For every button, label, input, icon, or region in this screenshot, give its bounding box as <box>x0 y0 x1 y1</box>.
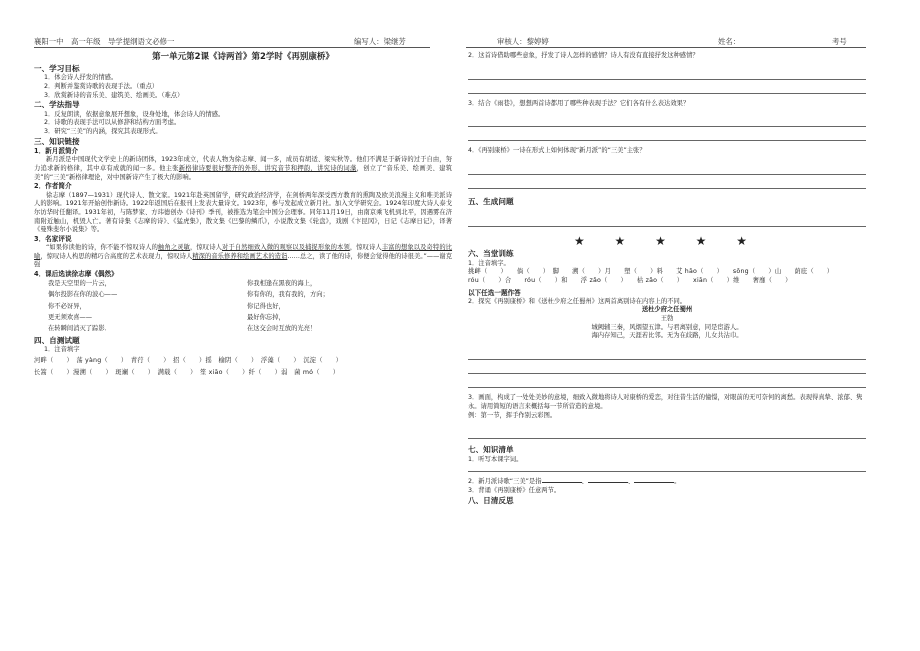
section-checklist: 七、知识清单 <box>468 445 514 455</box>
blank-field[interactable] <box>634 475 674 483</box>
checklist-2-text: 2．新月派诗歌“三美”是指 <box>468 478 542 486</box>
poem-line: 海内存知己，天涯若比邻。无为在歧路，儿女共沾巾。 <box>591 332 743 340</box>
blank-field[interactable] <box>542 475 582 483</box>
method-item: 3．研究“三美”的内涵，探究其表现形式。 <box>44 128 162 136</box>
header-school: 襄阳一中 高一年级 导学提纲语文必修一 <box>34 37 175 46</box>
checklist-2: 2．新月派诗歌“三美”是指 、 、 。 <box>468 475 866 487</box>
review-paragraph <box>34 244 452 270</box>
header-writer: 编写人：梁继芳 <box>354 37 406 46</box>
pinyin-row[interactable]: 长篙（ ）漫溯（ ） 斑斓（ ） 满载（ ） 笙 xiāo（ ）纤（ ）弱 菌 mó（ ） <box>34 369 340 377</box>
review-underline: 丰富的想象以及奇特的比喻 <box>34 244 453 260</box>
practice-example: 例：第一节，挥手作别云彩图。 <box>468 411 557 419</box>
knowledge-author-heading: 2．作者简介 <box>34 182 72 191</box>
section-selftest: 四、自测试题 <box>34 335 80 345</box>
knowledge-poem-heading: 4．课后选读徐志摩《偶然》 <box>34 270 118 279</box>
poem-line: 你记得也好， <box>247 302 285 310</box>
goal-item: 3．欣赏新诗的音乐美、建筑美、绘画美。（难点） <box>44 91 184 99</box>
choose-hint: 以下任选一题作答 <box>468 288 521 297</box>
answer-area[interactable] <box>468 66 866 94</box>
pinyin-row[interactable]: róu（ ）合 róu（ ）和 浮 zǎo（ ） 枯 zǎo（ ） xiān（ ）维 奢靡（ ） <box>468 276 792 284</box>
knowledge-crescent-heading: 1．新月派简介 <box>34 147 79 156</box>
blank-field[interactable] <box>588 475 628 483</box>
practice-q1: 1．注音填字。 <box>468 259 510 267</box>
crescent-underline: 新格律诗要很好整齐的外形，讲究音节和押韵，讲究诗的词藻 <box>178 165 357 173</box>
header-reviewer: 审核人：黎婷婷 <box>497 37 549 46</box>
answer-area[interactable] <box>468 425 866 439</box>
crescent-text: ，创立了“音乐美、绘画美、建筑美”的“三美”新格律理论，对中国新诗产生了极大的影响。 <box>34 165 453 181</box>
checklist-3: 3．背诵《再别康桥》任意两节。 <box>468 487 561 495</box>
star-divider: ★ ★ ★ ★ ★ <box>573 233 761 248</box>
answer-area[interactable] <box>468 346 866 388</box>
answer-area[interactable] <box>468 213 866 227</box>
method-item: 2．诗歌的表现手法可以从修辞和结构方面考虑。 <box>44 119 181 127</box>
answer-area[interactable] <box>468 161 866 189</box>
author-paragraph: 徐志摩（1897—1931）现代诗人、散文家。1921年赴英国留学，研究政治经济学，在剑桥两年深受西方教育的熏陶及欧美浪漫主义和唯美派诗人的影响。1921年开始创作新诗。1922年返国后在报刊上发表大量诗文。1923年，参与发起成立新月社。加入文学研究会。1924年印度大诗人泰戈尔访华时任翻译。1931年初，与陈梦家、方玮德创办《诗刊》季刊，被推选为笔会中国分会理事。同年11月19日，由南京乘飞机到北平，因遇雾在济南附近触山，机毁人亡。著有诗集《志摩的诗》、《猛虎集》，散文集《巴黎的鳞爪》，小说散文集《轮盘》，戏剧《卞昆冈》，日记《志摩日记》，译著《曼殊斐尔小说集》等。 <box>34 191 452 234</box>
review-underline: 对于自然细致入微的观察以及捕捉形象的本领 <box>221 244 350 252</box>
section-generate: 五、生成问题 <box>468 197 514 207</box>
pinyin-row[interactable]: 河畔（ ） 荡 yàng（ ） 青荇（ ） 招（ ）摇 榆阴（ ） 浮藻（ ） 沉淀（ ） <box>34 356 343 364</box>
poem-line: 更无须欢喜—— <box>48 313 93 321</box>
poem-line: 在这交会时互放的光亮！ <box>247 324 317 332</box>
header-rule-right <box>466 47 866 48</box>
review-text: ，惊叹诗人 <box>349 244 382 252</box>
review-text: ，惊叹诗人构思的精巧合高度的艺术表现力，惊叹诗人 <box>40 252 193 260</box>
question-2: 2．这首诗借助哪些意象，抒发了诗人怎样的感情？诗人有没有直接抒发这种感情？ <box>468 52 699 59</box>
method-item: 1．反复朗读，依据意象展开想象，设身处地，体会诗人的情感。 <box>44 110 225 118</box>
section-practice: 六、当堂训练 <box>468 249 514 259</box>
review-underline: 触角之灵敏 <box>158 244 191 252</box>
practice-q3: 3．画面，构成了一处处美妙的意境，细致入微地将诗人对康桥的爱恋，对往昔生活的憧憬，对眼前的无可奈何的离愁。表现得真挚、浓郁、隽永。请用简短的语言来概括每一节所营造的意境。 <box>468 394 863 410</box>
review-text: “如果你读他的诗，你不能不惊叹诗人的 <box>46 244 159 252</box>
header-name: 姓名： <box>718 37 741 46</box>
poem-line: 偶尔投影在你的波心—— <box>48 291 118 299</box>
crescent-text: 新月派是中国现代文学史上的新诗团体，1923年成立，代表人物为徐志摩、闻一多，成员有胡适、梁实秋等。他们不满足于新诗的过于自由，努力追求新的格律，其中卓有成就的闻一多。他主张 <box>34 156 452 173</box>
right-column <box>468 52 866 506</box>
section-reflection: 八、日清反思 <box>468 495 514 505</box>
answer-area[interactable] <box>468 464 866 472</box>
poem-ouran <box>34 279 452 335</box>
question-3: 3．结合《雨巷》，想想两首诗都用了哪些种表现手法？它们各有什么表达效果？ <box>468 99 690 107</box>
poem-title: 送杜少府之任蜀州 <box>641 306 693 314</box>
header-rule-left <box>34 47 430 48</box>
left-column <box>34 52 452 378</box>
checklist-1: 1．听写本课字词。 <box>468 455 523 463</box>
knowledge-review-heading: 3．名家评说 <box>34 234 72 243</box>
crescent-paragraph <box>34 156 452 182</box>
poem-line: 你有你的，我有我的，方向； <box>247 291 329 299</box>
review-text: ，惊叹诗人 <box>190 244 222 252</box>
question-4: 4．《再别康桥》一诗在形式上如何体现“新月派”的“三美”主张？ <box>468 147 646 155</box>
pinyin-row[interactable]: 挑衅（ ） 倘（ ） 脚 溯（ ）月 塑（ ）料 艾 hāo（ ） sōng（ ）山 荫庇（ ） <box>468 268 834 276</box>
answer-area[interactable] <box>468 113 866 141</box>
poem-line: 在转瞬间消灭了踪影． <box>48 324 111 332</box>
section-method: 二、学法指导 <box>34 100 80 110</box>
poem-line: 你我相逢在黑夜的海上， <box>247 280 317 288</box>
header-number: 考号 <box>832 37 847 46</box>
goal-item: 2．判断并鉴赏诗歌的表现手法。（重点） <box>44 82 159 90</box>
section-goals: 一、学习目标 <box>34 63 80 73</box>
poem-line: 你不必讶异， <box>48 302 86 310</box>
goal-item: 1．体会诗人抒发的情感。 <box>44 74 118 82</box>
practice-q2: 2．探究《再别康桥》和《送杜少府之任蜀州》这两首离别诗在内容上的不同。 <box>468 297 687 305</box>
section-knowledge: 三、知识链接 <box>34 136 80 146</box>
review-underline: 精深的音乐修养和绘画艺术的造诣 <box>192 252 288 260</box>
poem-line: 最好你忘掉， <box>247 313 285 321</box>
poem-author: 王勃 <box>660 315 674 323</box>
poem-line: 我是天空里的一片云， <box>48 280 111 288</box>
selftest-q1: 1．注音填字 <box>44 346 80 354</box>
poem-line: 城阙辅三秦，风烟望五津。与君离别意，同是宦游人。 <box>591 323 743 331</box>
page-title: 第一单元第2课《诗两首》第2学时《再别康桥》 <box>152 52 334 62</box>
review-text: ……总之，读了他的诗，你便会觉得他的诗很美。”——谢克强 <box>34 252 453 269</box>
